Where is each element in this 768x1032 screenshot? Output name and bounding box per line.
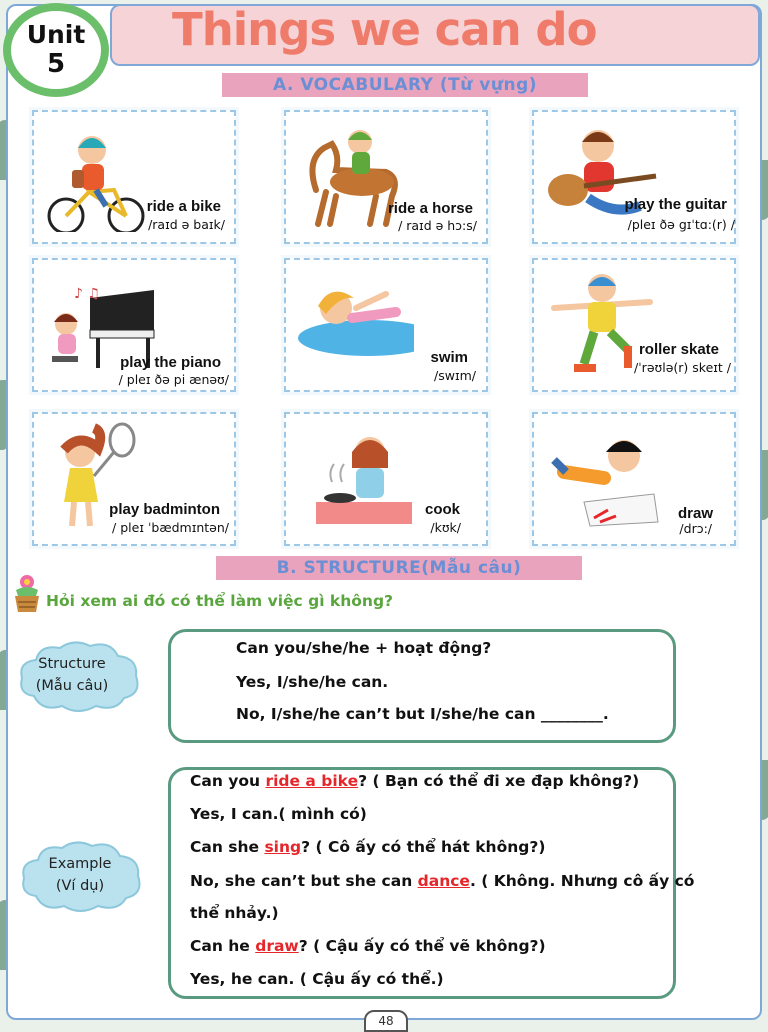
example-line	[190, 805, 367, 823]
page-number: 48	[364, 1010, 408, 1032]
example-highlight-word: ride a bike	[265, 772, 359, 790]
vocab-ipa: /swɪm/	[434, 368, 476, 383]
example-text: Yes, he can. ( Cậu ấy có thể.)	[190, 970, 444, 988]
example-text: No, she can’t but she can	[190, 872, 418, 890]
unit-number: 5	[46, 49, 66, 79]
example-line	[190, 970, 444, 988]
vocab-ipa: /raɪd ə baɪk/	[148, 217, 225, 232]
example-line	[190, 872, 694, 890]
example-label	[20, 853, 140, 897]
example-highlight-word: dance	[417, 872, 470, 890]
vocab-ipa: / pleɪ ˈbædmɪntən/	[112, 520, 229, 535]
vocab-word: ride a bike	[146, 198, 221, 215]
unit-badge	[3, 3, 109, 97]
boy-drawing-picture	[544, 422, 662, 534]
example-text: Can he	[190, 937, 256, 955]
vocab-word: play the piano	[120, 354, 221, 371]
vocab-word: play badminton	[109, 501, 220, 518]
example-text: ? ( Bạn có thể đi xe đạp không?)	[358, 772, 640, 790]
girl-swimming-picture	[296, 268, 414, 380]
unit-label: Unit	[26, 20, 86, 49]
structure-question: Hỏi xem ai đó có thể làm việc gì không?	[46, 592, 394, 610]
vocab-ipa: / raɪd ə hɔ:s/	[398, 218, 477, 233]
example-line	[190, 937, 546, 955]
vocab-word: cook	[424, 501, 460, 518]
flower-pot-icon	[10, 572, 44, 614]
example-label-line: (Ví dụ)	[55, 878, 105, 894]
example-text: Can she	[190, 838, 265, 856]
structure-heading: B. STRUCTURE(Mẫu câu)	[216, 556, 582, 580]
example-line	[190, 904, 279, 922]
vocab-word: ride a horse	[387, 200, 473, 217]
structure-label	[12, 653, 132, 697]
example-text: ? ( Cô ấy có thể hát không?)	[301, 838, 546, 856]
example-text: thể nhảy.)	[190, 904, 279, 922]
example-highlight-word: draw	[255, 937, 299, 955]
vocab-word: draw	[677, 505, 713, 522]
structure-line: No, I/she/he can’t but I/she/he can ________.	[236, 705, 609, 723]
example-line	[190, 838, 545, 856]
child-riding-bike-picture	[44, 120, 162, 232]
vocabulary-heading: A. VOCABULARY (Từ vựng)	[222, 73, 588, 97]
vocab-ipa: /pleɪ ðə gɪˈtɑ:(r) /	[627, 217, 735, 232]
structure-line: Yes, I/she/he can.	[236, 673, 389, 691]
vocab-ipa: /drɔ:/	[679, 521, 712, 536]
example-text: Yes, I can.( mình có)	[190, 805, 367, 823]
boy-playing-guitar-picture	[544, 120, 662, 232]
example-line	[190, 772, 639, 790]
vocab-ipa: /ˈrəʊlə(r) skeɪt /	[634, 360, 731, 375]
example-highlight-word: sing	[264, 838, 302, 856]
structure-label-line: (Mẫu câu)	[35, 678, 109, 694]
page-title: Things we can do	[172, 3, 597, 56]
girl-cooking-picture	[296, 422, 414, 534]
structure-line: Can you/she/he + hoạt động?	[236, 639, 492, 657]
example-text: . ( Không. Nhưng cô ấy có	[469, 872, 695, 890]
vocab-word: play the guitar	[624, 196, 727, 213]
vocab-ipa: / pleɪ ðə pi ænəʊ/	[118, 372, 229, 387]
vocab-word: swim	[430, 349, 468, 366]
vocab-ipa: /kʊk/	[430, 520, 461, 535]
structure-label-line: Structure	[38, 656, 106, 672]
svg-text:♪ ♫: ♪ ♫	[74, 286, 100, 302]
example-label-line: Example	[48, 856, 112, 872]
example-text: Can you	[190, 772, 266, 790]
example-text: ? ( Cậu ấy có thể vẽ không?)	[298, 937, 546, 955]
vocab-word: roller skate	[638, 341, 719, 358]
